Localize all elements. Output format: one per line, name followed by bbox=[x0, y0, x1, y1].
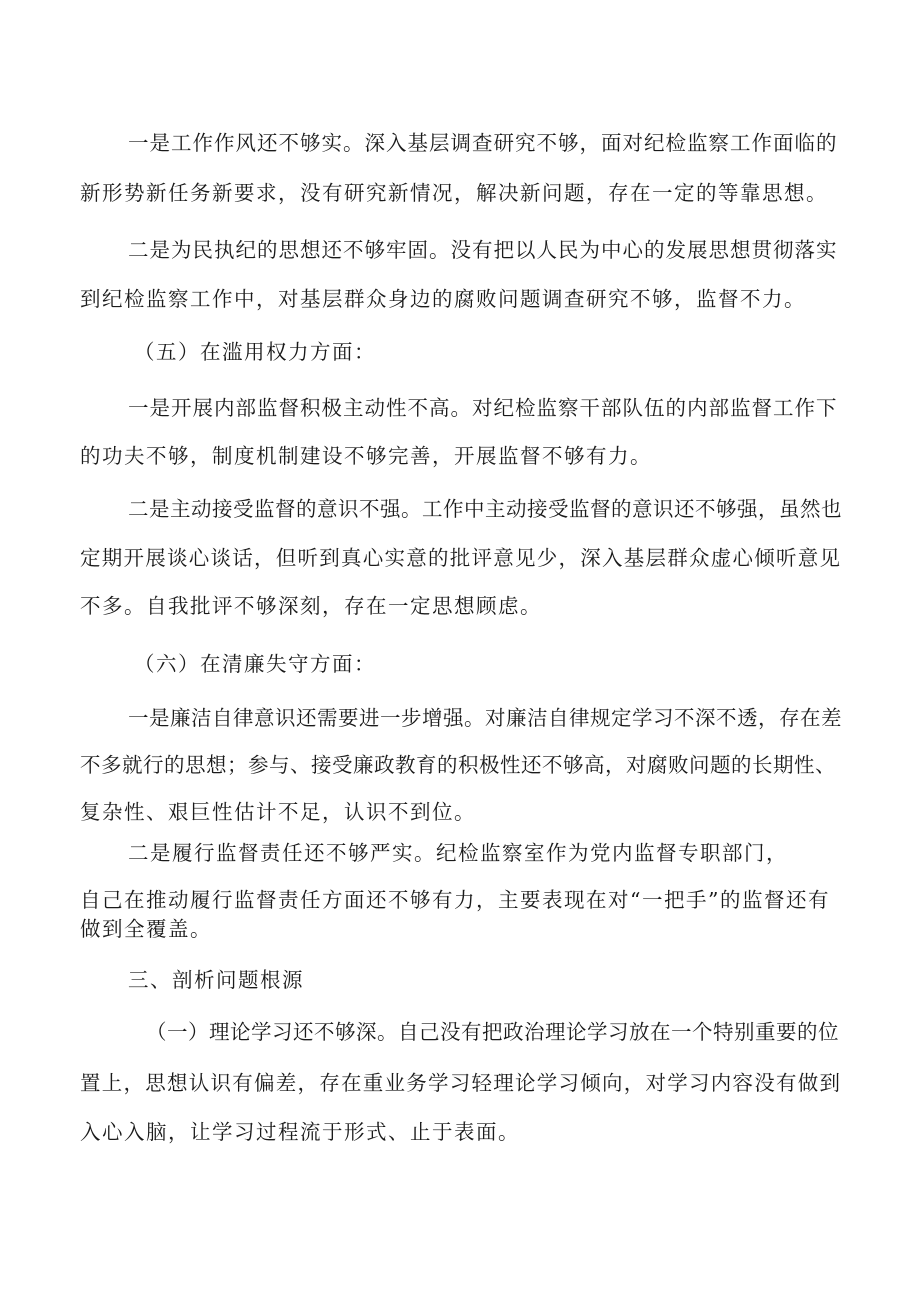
paragraph-line: 一是廉洁自律意识还需要进一步增强。对廉洁自律规定学习不深不透，存在差 bbox=[128, 706, 842, 730]
paragraph-line: 复杂性、艰巨性估计不足，认识不到位。 bbox=[80, 800, 476, 824]
section-heading: 三、剖析问题根源 bbox=[128, 968, 304, 992]
paragraph-line: 置上，思想认识有偏差，存在重业务学习轻理论学习倾向，对学习内容没有做到 bbox=[80, 1071, 842, 1095]
paragraph-line: （一）理论学习还不够深。自己没有把政治理论学习放在一个特别重要的位 bbox=[146, 1020, 839, 1044]
paragraph-line: 不多就行的思想；参与、接受廉政教育的积极性还不够高，对腐败问题的长期性、 bbox=[80, 753, 836, 777]
paragraph-line: 二是为民执纪的思想还不够牢固。没有把以人民为中心的发展思想贯彻落实 bbox=[128, 238, 838, 262]
paragraph-line: 做到全覆盖。 bbox=[80, 917, 212, 941]
section-heading: （五）在滥用权力方面： bbox=[134, 340, 376, 364]
paragraph-line: 入心入脑，让学习过程流于形式、止于表面。 bbox=[80, 1120, 520, 1144]
paragraph-line: 的功夫不够，制度机制建设不够完善，开展监督不够有力。 bbox=[80, 444, 652, 468]
paragraph-line: 二是主动接受监督的意识不强。工作中主动接受监督的意识还不够强，虽然也 bbox=[128, 497, 842, 521]
paragraph-line: 新形势新任务新要求，没有研究新情况，解决新问题，存在一定的等靠思想。 bbox=[80, 181, 828, 205]
paragraph-line: 定期开展谈心谈话，但听到真心实意的批评意见少，深入基层群众虚心倾听意见 bbox=[80, 546, 842, 570]
section-heading: （六）在清廉失守方面： bbox=[134, 652, 376, 676]
paragraph-line: 不多。自我批评不够深刻，存在一定思想顾虑。 bbox=[80, 594, 542, 618]
paragraph-line: 一是工作作风还不够实。深入基层调查研究不够，面对纪检监察工作面临的 bbox=[128, 131, 838, 155]
paragraph-line: 二是履行监督责任还不够严实。纪检监察室作为党内监督专职部门， bbox=[128, 841, 788, 865]
paragraph-line: 自己在推动履行监督责任方面还不够有力，主要表现在对“一把手”的监督还有 bbox=[80, 888, 830, 912]
paragraph-line: 一是开展内部监督积极主动性不高。对纪检监察干部队伍的内部监督工作下 bbox=[128, 396, 838, 420]
paragraph-line: 到纪检监察工作中，对基层群众身边的腐败问题调查研究不够，监督不力。 bbox=[80, 287, 806, 311]
